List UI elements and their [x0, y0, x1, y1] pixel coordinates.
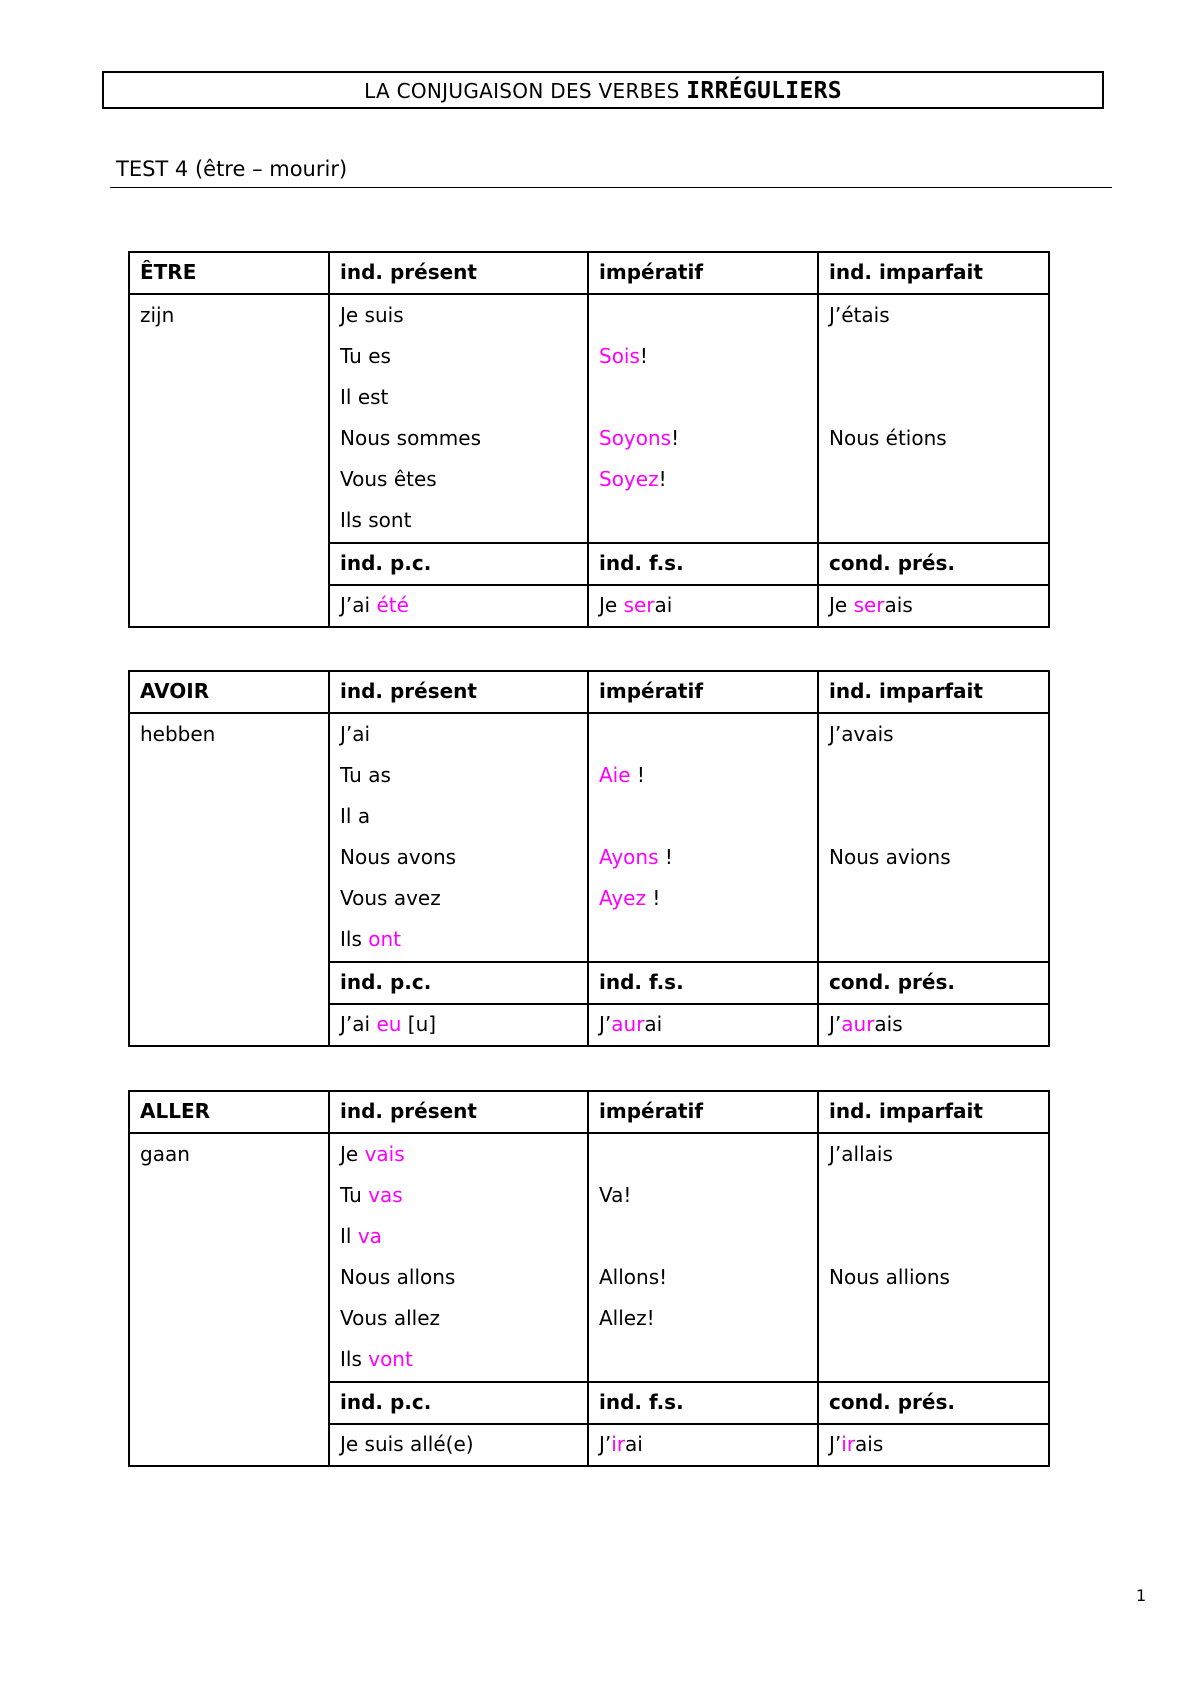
- header-fs: ind. f.s.: [588, 962, 818, 1004]
- fs-segment: Je: [599, 593, 624, 617]
- present-column: [329, 713, 588, 962]
- present-line: [340, 1176, 577, 1217]
- cond-segment: ais: [874, 1012, 903, 1036]
- present-line: [340, 1217, 577, 1258]
- imperatif-line: [599, 419, 807, 460]
- conjugation-table-aller: [128, 1090, 1050, 1467]
- present-line: [340, 838, 577, 879]
- imperatif-line: [599, 920, 807, 961]
- present-segment: va: [357, 1224, 382, 1248]
- header-pc: ind. p.c.: [329, 962, 588, 1004]
- present-line: [340, 1299, 577, 1340]
- imparfait-line: [829, 296, 1038, 337]
- cond-segment: J’: [829, 1012, 842, 1036]
- present-line: [340, 715, 577, 756]
- pc-segment: J’ai: [340, 1012, 377, 1036]
- imperatif-line: [599, 296, 807, 337]
- header-present: ind. présent: [329, 671, 588, 713]
- imperatif-line: [599, 337, 807, 378]
- fs-segment: aur: [611, 1012, 645, 1036]
- pc-segment: [u]: [401, 1012, 437, 1036]
- imparfait-column: [818, 713, 1049, 962]
- imparfait-segment: Nous étions: [829, 426, 947, 450]
- present-line: [340, 460, 577, 501]
- imparfait-line: [829, 419, 1038, 460]
- header-fs: ind. f.s.: [588, 1382, 818, 1424]
- imperatif-column: [588, 294, 818, 543]
- header-imperatif: impératif: [588, 671, 818, 713]
- header-pc: ind. p.c.: [329, 1382, 588, 1424]
- imperatif-segment: Va!: [599, 1183, 632, 1207]
- imperatif-segment: !: [645, 886, 661, 910]
- present-line: [340, 797, 577, 838]
- imparfait-line: [829, 756, 1038, 797]
- present-line: [340, 419, 577, 460]
- present-segment: Tu as: [340, 763, 391, 787]
- imperatif-line: [599, 501, 807, 542]
- imparfait-line: [829, 1135, 1038, 1176]
- imperatif-line: [599, 1299, 807, 1340]
- imparfait-column: [818, 294, 1049, 543]
- imparfait-line: [829, 797, 1038, 838]
- present-line: [340, 501, 577, 542]
- imperatif-line: [599, 756, 807, 797]
- present-segment: Je suis: [340, 303, 404, 327]
- conjugation-table-être: [128, 251, 1050, 628]
- imparfait-line: [829, 1299, 1038, 1340]
- present-column: [329, 1133, 588, 1382]
- imparfait-segment: Nous allions: [829, 1265, 950, 1289]
- imparfait-line: [829, 337, 1038, 378]
- cond-value: [818, 1424, 1049, 1466]
- verb-name: ALLER: [129, 1091, 329, 1133]
- header-imperatif: impératif: [588, 252, 818, 294]
- verb-translation: [129, 294, 329, 627]
- header-present: ind. présent: [329, 252, 588, 294]
- present-segment: Ils: [340, 1347, 369, 1371]
- cond-segment: Je: [829, 593, 854, 617]
- title-bold: IRRÉGULIERS: [686, 78, 842, 104]
- fs-segment: J’: [599, 1012, 612, 1036]
- header-imparfait: ind. imparfait: [818, 1091, 1049, 1133]
- imparfait-line: [829, 501, 1038, 542]
- imperatif-segment: !: [658, 845, 673, 869]
- present-segment: Ils: [340, 927, 369, 951]
- cond-segment: ser: [853, 593, 885, 617]
- header-imparfait: ind. imparfait: [818, 252, 1049, 294]
- subtitle-rule: [110, 187, 1112, 188]
- imparfait-segment: J’étais: [829, 303, 890, 327]
- imperatif-line: [599, 715, 807, 756]
- imperatif-line: [599, 460, 807, 501]
- pc-segment: été: [376, 593, 409, 617]
- fs-segment: ai: [644, 1012, 663, 1036]
- imperatif-segment: !: [671, 426, 680, 450]
- imparfait-column: [818, 1133, 1049, 1382]
- present-line: [340, 920, 577, 961]
- present-line: [340, 337, 577, 378]
- pc-segment: J’ai: [340, 593, 377, 617]
- present-line: [340, 879, 577, 920]
- fs-segment: ir: [611, 1432, 626, 1456]
- imparfait-line: [829, 460, 1038, 501]
- header-cond: cond. prés.: [818, 962, 1049, 1004]
- imparfait-line: [829, 378, 1038, 419]
- present-column: [329, 294, 588, 543]
- present-line: [340, 378, 577, 419]
- header-fs: ind. f.s.: [588, 543, 818, 585]
- test-subtitle: TEST 4 (être – mourir): [116, 157, 348, 181]
- header-present: ind. présent: [329, 1091, 588, 1133]
- imperatif-segment: Ayons: [599, 845, 659, 869]
- verb-translation: [129, 713, 329, 1046]
- imperatif-segment: !: [630, 763, 645, 787]
- imparfait-line: [829, 1258, 1038, 1299]
- cond-segment: J’: [829, 1432, 842, 1456]
- translation-text: gaan: [140, 1142, 190, 1166]
- imperatif-column: [588, 713, 818, 962]
- header-cond: cond. prés.: [818, 543, 1049, 585]
- cond-segment: ir: [841, 1432, 856, 1456]
- present-segment: Je: [340, 1142, 365, 1166]
- present-segment: Nous avons: [340, 845, 457, 869]
- pc-segment: Je suis allé(e): [340, 1432, 474, 1456]
- fs-value: [588, 585, 818, 627]
- header-imperatif: impératif: [588, 1091, 818, 1133]
- header-cond: cond. prés.: [818, 1382, 1049, 1424]
- present-segment: vont: [368, 1347, 413, 1371]
- present-segment: Il: [340, 1224, 358, 1248]
- imparfait-segment: Nous avions: [829, 845, 951, 869]
- present-segment: Ils sont: [340, 508, 412, 532]
- pc-segment: eu: [376, 1012, 402, 1036]
- present-line: [340, 756, 577, 797]
- imparfait-segment: J’allais: [829, 1142, 893, 1166]
- imparfait-line: [829, 715, 1038, 756]
- present-segment: Nous sommes: [340, 426, 481, 450]
- imperatif-line: [599, 1258, 807, 1299]
- header-imparfait: ind. imparfait: [818, 671, 1049, 713]
- verb-name: ÊTRE: [129, 252, 329, 294]
- imparfait-line: [829, 1176, 1038, 1217]
- pc-value: [329, 1004, 588, 1046]
- imperatif-line: [599, 1340, 807, 1381]
- cond-value: [818, 1004, 1049, 1046]
- verb-translation: [129, 1133, 329, 1466]
- imperatif-line: [599, 378, 807, 419]
- cond-segment: aur: [841, 1012, 875, 1036]
- conjugation-table-avoir: [128, 670, 1050, 1047]
- imperatif-segment: Sois: [599, 344, 640, 368]
- document-title: [102, 71, 1104, 109]
- present-segment: Vous êtes: [340, 467, 437, 491]
- cond-segment: ais: [855, 1432, 884, 1456]
- imperatif-line: [599, 879, 807, 920]
- imparfait-segment: J’avais: [829, 722, 894, 746]
- header-pc: ind. p.c.: [329, 543, 588, 585]
- present-segment: Tu es: [340, 344, 391, 368]
- present-segment: ont: [368, 927, 401, 951]
- imparfait-line: [829, 920, 1038, 961]
- cond-value: [818, 585, 1049, 627]
- present-line: [340, 1258, 577, 1299]
- fs-segment: ai: [654, 593, 673, 617]
- translation-text: zijn: [140, 303, 175, 327]
- pc-value: [329, 1424, 588, 1466]
- fs-value: [588, 1424, 818, 1466]
- translation-text: hebben: [140, 722, 216, 746]
- present-segment: Il est: [340, 385, 389, 409]
- imperatif-column: [588, 1133, 818, 1382]
- present-segment: J’ai: [340, 722, 371, 746]
- present-segment: Tu: [340, 1183, 369, 1207]
- imperatif-segment: Soyons: [599, 426, 672, 450]
- verb-name: AVOIR: [129, 671, 329, 713]
- imperatif-line: [599, 1176, 807, 1217]
- cond-segment: ais: [884, 593, 913, 617]
- imperatif-line: [599, 797, 807, 838]
- fs-segment: ser: [623, 593, 655, 617]
- imperatif-segment: !: [658, 467, 667, 491]
- imperatif-segment: Allez!: [599, 1306, 655, 1330]
- imparfait-line: [829, 879, 1038, 920]
- imperatif-line: [599, 838, 807, 879]
- imparfait-line: [829, 838, 1038, 879]
- present-segment: Vous allez: [340, 1306, 440, 1330]
- imperatif-segment: Soyez: [599, 467, 659, 491]
- present-line: [340, 296, 577, 337]
- fs-segment: J’: [599, 1432, 612, 1456]
- present-segment: vais: [364, 1142, 405, 1166]
- title-normal: LA CONJUGAISON DES VERBES: [364, 79, 687, 103]
- imperatif-line: [599, 1135, 807, 1176]
- imperatif-line: [599, 1217, 807, 1258]
- imperatif-segment: Aie: [599, 763, 631, 787]
- fs-segment: ai: [625, 1432, 643, 1456]
- imperatif-segment: !: [639, 344, 648, 368]
- present-segment: Nous allons: [340, 1265, 456, 1289]
- present-line: [340, 1135, 577, 1176]
- imparfait-line: [829, 1340, 1038, 1381]
- present-segment: vas: [368, 1183, 403, 1207]
- imperatif-segment: Allons!: [599, 1265, 668, 1289]
- pc-value: [329, 585, 588, 627]
- imperatif-segment: Ayez: [599, 886, 646, 910]
- present-segment: Il a: [340, 804, 371, 828]
- present-line: [340, 1340, 577, 1381]
- imparfait-line: [829, 1217, 1038, 1258]
- page-number: 1: [1136, 1586, 1147, 1605]
- fs-value: [588, 1004, 818, 1046]
- present-segment: Vous avez: [340, 886, 441, 910]
